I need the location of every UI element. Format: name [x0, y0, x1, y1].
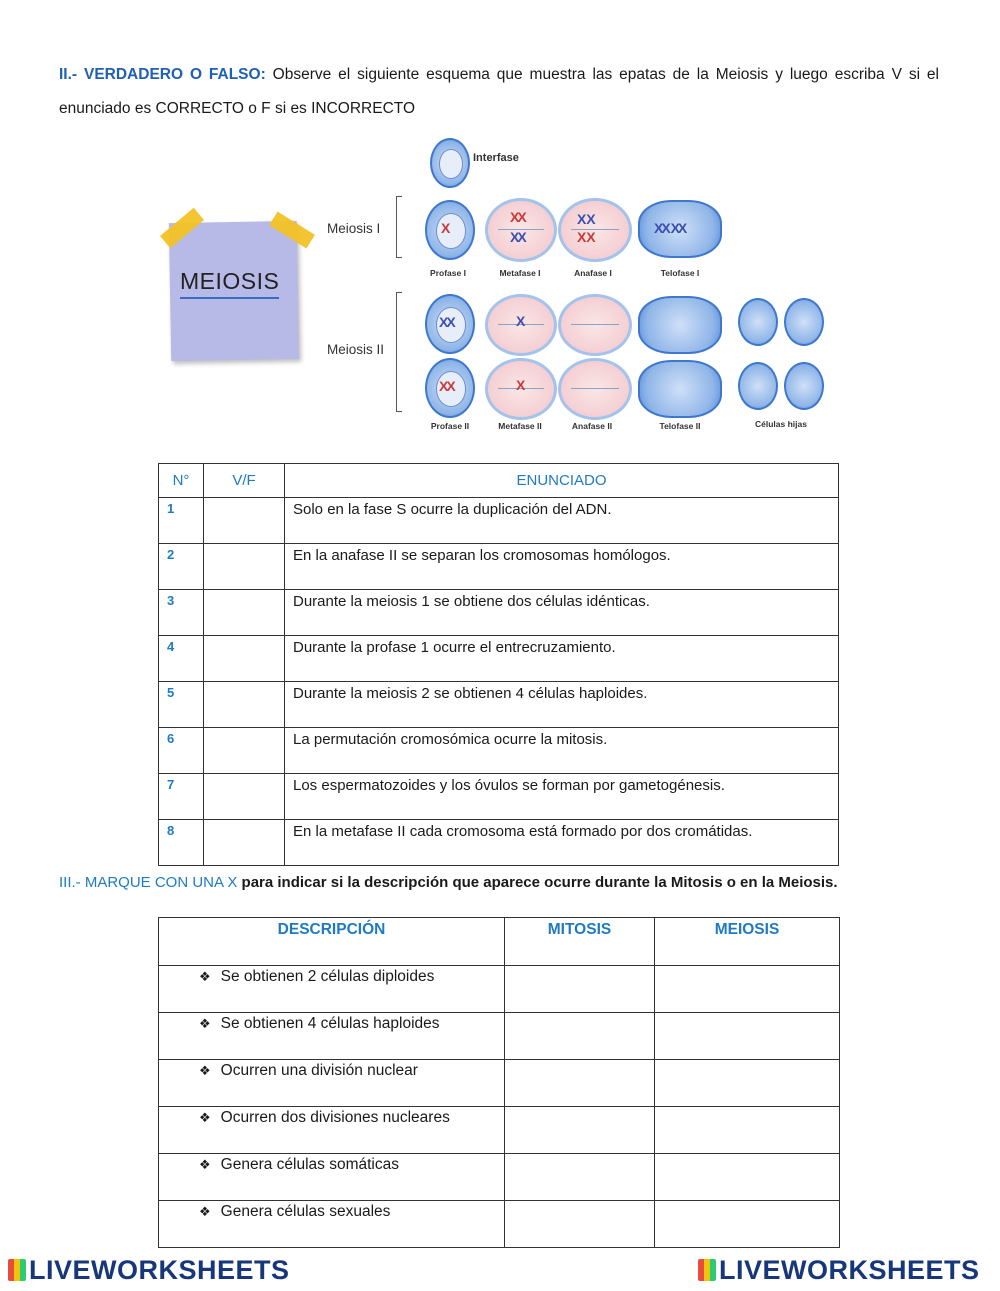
header-meiosis: MEIOSIS: [655, 918, 840, 966]
mitosis-mark-cell[interactable]: [505, 1201, 655, 1248]
description-text: Genera células somáticas: [220, 1156, 399, 1173]
telofase-1-cell: XX XX: [638, 200, 722, 258]
table-row: [159, 966, 840, 1013]
table-row: [159, 590, 839, 636]
note-title: MEIOSIS: [180, 268, 279, 299]
row-number: 8: [159, 820, 204, 866]
table-row: [159, 544, 839, 590]
metafase-2-cell: X: [485, 358, 557, 420]
statement: Solo en la fase S ocurre la duplicación del ADN.: [285, 498, 839, 544]
table-row: [159, 1154, 840, 1201]
metafase-1-cell: XX XX: [485, 198, 557, 262]
header-number: N°: [159, 464, 204, 498]
anafase-2-cell: [558, 358, 632, 420]
stage-label: Metafase II: [498, 421, 542, 431]
description-text: Se obtienen 2 células diploides: [220, 968, 435, 985]
interfase-cell: [430, 138, 470, 188]
table-row: [159, 498, 839, 544]
logo-text: LIVEWORKSHEETS: [719, 1255, 980, 1285]
profase-2-cell: XX: [425, 294, 475, 354]
row-number: 1: [159, 498, 204, 544]
daughter-cell: [738, 362, 778, 410]
daughter-cell: [784, 298, 824, 346]
description-text: Ocurren dos divisiones nucleares: [220, 1109, 450, 1126]
stage-label: Células hijas: [755, 419, 807, 429]
meiosis-mark-cell[interactable]: [655, 966, 840, 1013]
description-text: Se obtienen 4 células haploides: [220, 1015, 440, 1032]
metafase-2-cell: X: [485, 294, 557, 356]
mitosis-mark-cell[interactable]: [505, 966, 655, 1013]
description-text: Ocurren una división nuclear: [220, 1062, 418, 1079]
statement: Los espermatozoides y los óvulos se forman por gametogénesis.: [285, 774, 839, 820]
row-number: 2: [159, 544, 204, 590]
table-row: [159, 636, 839, 682]
section-2-heading: [59, 58, 939, 126]
vf-answer-cell[interactable]: [204, 682, 285, 728]
liveworksheets-logo-icon: [8, 1259, 26, 1281]
table-row: [159, 820, 839, 866]
description-cell: [159, 1154, 505, 1201]
meiosis-mark-cell[interactable]: [655, 1013, 840, 1060]
meiosis-mark-cell[interactable]: [655, 1060, 840, 1107]
diamond-bullet-icon: ❖: [199, 1063, 211, 1078]
vf-answer-cell[interactable]: [204, 774, 285, 820]
table-row: [159, 1060, 840, 1107]
interfase-label: Interfase: [473, 152, 519, 164]
description-cell: [159, 966, 505, 1013]
profase-1-cell: X: [425, 200, 475, 260]
row-number: 7: [159, 774, 204, 820]
header-mitosis: MITOSIS: [505, 918, 655, 966]
logo-text: LIVEWORKSHEETS: [29, 1255, 290, 1285]
statement: En la anafase II se separan los cromosomas homólogos.: [285, 544, 839, 590]
stage-label: Telofase I: [660, 268, 700, 278]
vf-answer-cell[interactable]: [204, 498, 285, 544]
meiosis-1-bracket: [396, 196, 402, 258]
stage-label: Anafase II: [571, 421, 613, 431]
row-number: 5: [159, 682, 204, 728]
header-description: DESCRIPCIÓN: [159, 918, 505, 966]
anafase-1-cell: X X X X: [558, 198, 632, 262]
telofase-2-cell: [638, 360, 722, 418]
description-cell: [159, 1201, 505, 1248]
table-row: [159, 1107, 840, 1154]
meiosis-mark-cell[interactable]: [655, 1107, 840, 1154]
stage-label: Telofase II: [659, 421, 701, 431]
liveworksheets-logo-left: [8, 1255, 290, 1286]
header-statement: ENUNCIADO: [285, 464, 839, 498]
meiosis-mark-cell[interactable]: [655, 1154, 840, 1201]
telofase-2-cell: [638, 296, 722, 354]
true-false-table: [158, 463, 839, 866]
liveworksheets-logo-right: [698, 1255, 980, 1286]
anafase-2-cell: [558, 294, 632, 356]
stage-label: Profase II: [430, 421, 470, 431]
vf-answer-cell[interactable]: [204, 636, 285, 682]
mitosis-meiosis-table: [158, 917, 840, 1248]
table-row: [159, 1013, 840, 1060]
section-3-lead: III.- MARQUE CON UNA X: [59, 874, 238, 891]
liveworksheets-logo-icon: [698, 1259, 716, 1281]
description-text: Genera células sexuales: [220, 1203, 391, 1220]
meiosis-1-label: Meiosis I: [327, 221, 381, 236]
statement: Durante la meiosis 2 se obtienen 4 células haploides.: [285, 682, 839, 728]
mitosis-mark-cell[interactable]: [505, 1154, 655, 1201]
stage-label: Profase I: [430, 268, 466, 278]
section-3-heading: [59, 874, 838, 891]
row-number: 3: [159, 590, 204, 636]
vf-answer-cell[interactable]: [204, 820, 285, 866]
stage-label: Anafase I: [574, 268, 612, 278]
daughter-cell: [784, 362, 824, 410]
vf-answer-cell[interactable]: [204, 544, 285, 590]
mitosis-mark-cell[interactable]: [505, 1060, 655, 1107]
meiosis-mark-cell[interactable]: [655, 1201, 840, 1248]
table-row: [159, 682, 839, 728]
header-vf: V/F: [204, 464, 285, 498]
diamond-bullet-icon: ❖: [199, 969, 211, 984]
diamond-bullet-icon: ❖: [199, 1110, 211, 1125]
statement: En la metafase II cada cromosoma está formado por dos cromátidas.: [285, 820, 839, 866]
table-row: [159, 774, 839, 820]
stage-label: Metafase I: [499, 268, 541, 278]
meiosis-2-bracket: [396, 292, 402, 412]
section-3-instruction: para indicar si la descripción que aparece ocurre durante la Mitosis o en la Meiosis.: [241, 874, 838, 891]
diamond-bullet-icon: ❖: [199, 1157, 211, 1172]
statement: Durante la profase 1 ocurre el entrecruzamiento.: [285, 636, 839, 682]
mitosis-mark-cell[interactable]: [505, 1107, 655, 1154]
section-2-lead: II.- VERDADERO O FALSO:: [59, 66, 266, 83]
section-2-instruction: Observe el siguiente esquema que muestra las epatas de la Meiosis y luego escriba V si el enunciado es CORRECTO o F si es INCORRECTO: [59, 66, 939, 117]
profase-2-cell: XX: [425, 358, 475, 418]
vf-answer-cell[interactable]: [204, 590, 285, 636]
description-cell: [159, 1013, 505, 1060]
meiosis-diagram: [150, 130, 850, 435]
diamond-bullet-icon: ❖: [199, 1204, 211, 1219]
mitosis-mark-cell[interactable]: [505, 1013, 655, 1060]
table-header-row: [159, 918, 840, 966]
row-number: 4: [159, 636, 204, 682]
description-cell: [159, 1060, 505, 1107]
daughter-cell: [738, 298, 778, 346]
diamond-bullet-icon: ❖: [199, 1016, 211, 1031]
table-header-row: [159, 464, 839, 498]
description-cell: [159, 1107, 505, 1154]
statement: La permutación cromosómica ocurre la mitosis.: [285, 728, 839, 774]
row-number: 6: [159, 728, 204, 774]
table-row: [159, 1201, 840, 1248]
table-row: [159, 728, 839, 774]
meiosis-2-label: Meiosis II: [327, 342, 385, 357]
statement: Durante la meiosis 1 se obtiene dos células idénticas.: [285, 590, 839, 636]
vf-answer-cell[interactable]: [204, 728, 285, 774]
